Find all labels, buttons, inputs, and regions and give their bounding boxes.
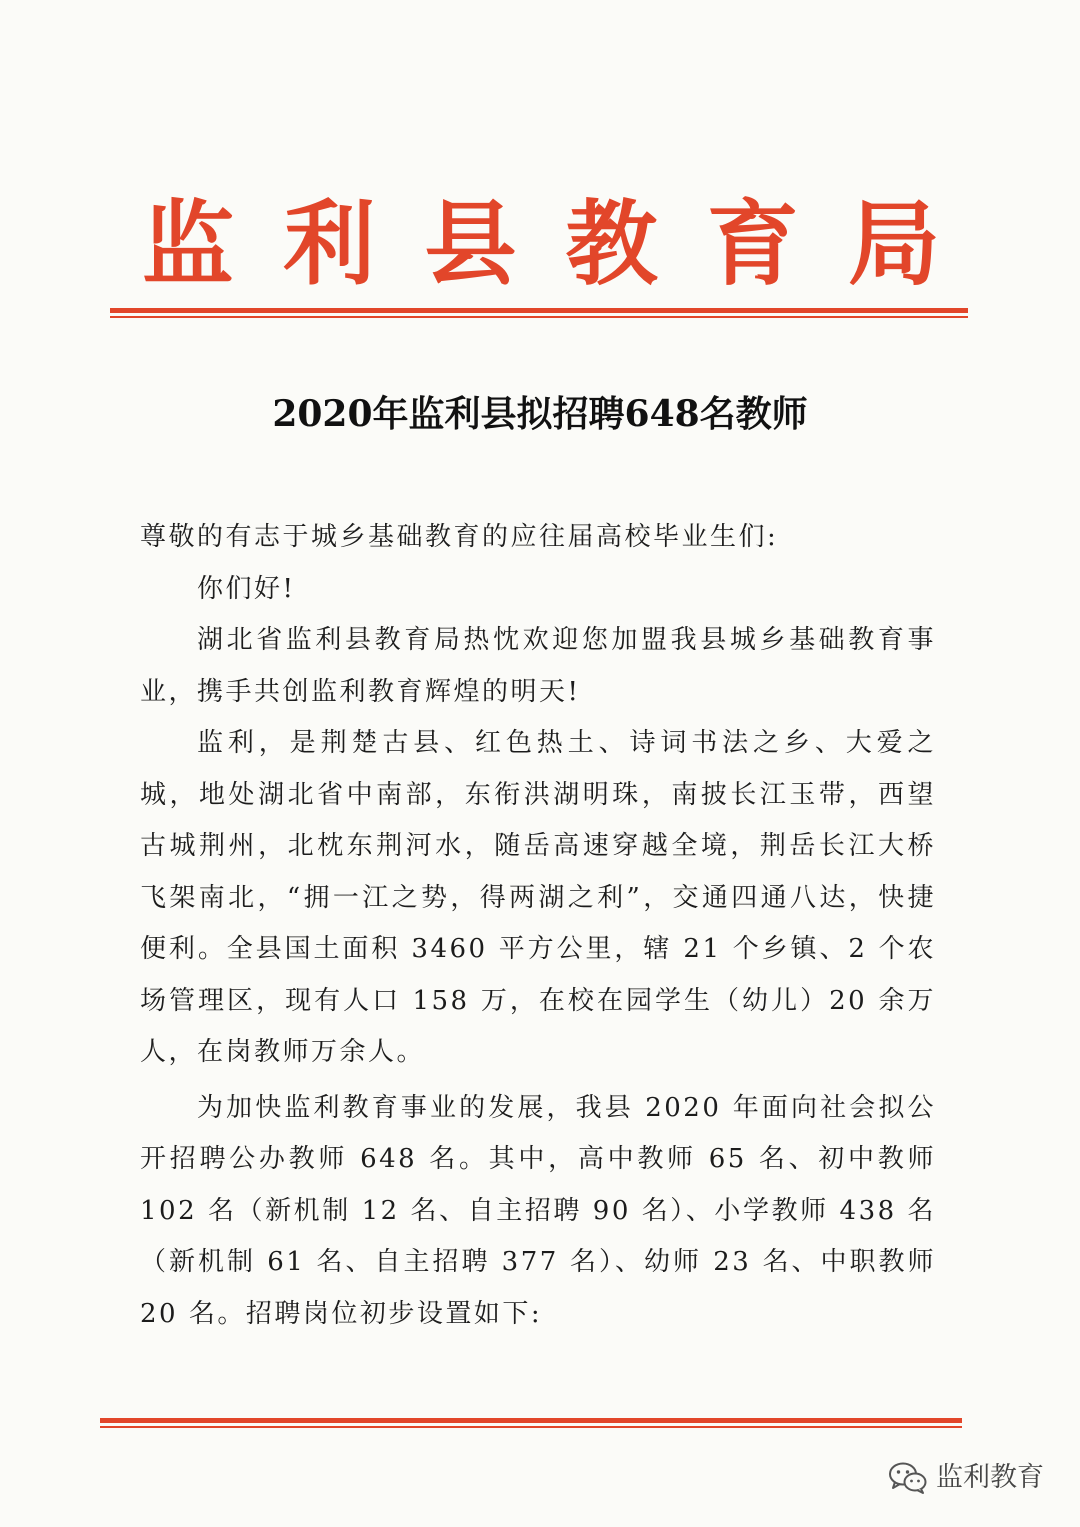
letterhead-char: 利 [283,191,376,298]
wechat-icon [888,1461,928,1495]
divider-thick-line [100,1418,962,1423]
divider-thin-line [100,1426,962,1428]
letterhead-char: 县 [424,191,517,298]
letterhead [110,190,970,300]
letterhead-char: 监 [142,191,235,298]
letterhead-divider [110,308,968,320]
paragraph-recruitment: 为加快监利教育事业的发展，我县 2020 年面向社会拟公开招聘公办教师 648 名。其中，高中教师 65 名、初中教师 102 名（新机制 12 名、自主招聘 90 名）、小学教师 438 名（新机制 61 名、自主招聘 377 名）、幼师 23 名、中职教师 20 名。招聘岗位初步设置如下: [140,1092,936,1329]
paragraph-welcome: 湖北省监利县教育局热忱欢迎您加盟我县城乡基础教育事业，携手共创监利教育辉煌的明天! [140,625,936,707]
divider-thick-line [110,308,968,313]
salutation: 尊敬的有志于城乡基础教育的应往届高校毕业生们: [140,522,779,552]
footer-divider [100,1418,962,1430]
document-title: 2020年监利县拟招聘648名教师 [272,393,808,435]
paragraph-greeting: 你们好! [197,573,296,604]
letterhead-char: 教 [565,191,658,298]
divider-thin-line [110,316,968,318]
letterhead-char: 育 [706,191,799,298]
paragraph-intro: 监利，是荆楚古县、红色热土、诗词书法之乡、大爱之城，地处湖北省中南部，东衔洪湖明珠，南披长江玉带，西望古城荆州，北枕东荆河水，随岳高速穿越全境，荆岳长江大桥飞架南北，“拥一江之势，得两湖之利”，交通四通八达，快捷便利。全县国土面积 3460 平方公里，辖 21 个乡镇、2 个农场管理区，现有人口 158 万，在校在园学生（幼儿）20 余万人，在岗教师万余人。 [140,728,936,1067]
document-body [140,512,936,1340]
letterhead-char: 局 [847,191,940,298]
wechat-watermark [888,1456,1044,1500]
watermark-account-name: 监利教育 [936,1462,1044,1493]
